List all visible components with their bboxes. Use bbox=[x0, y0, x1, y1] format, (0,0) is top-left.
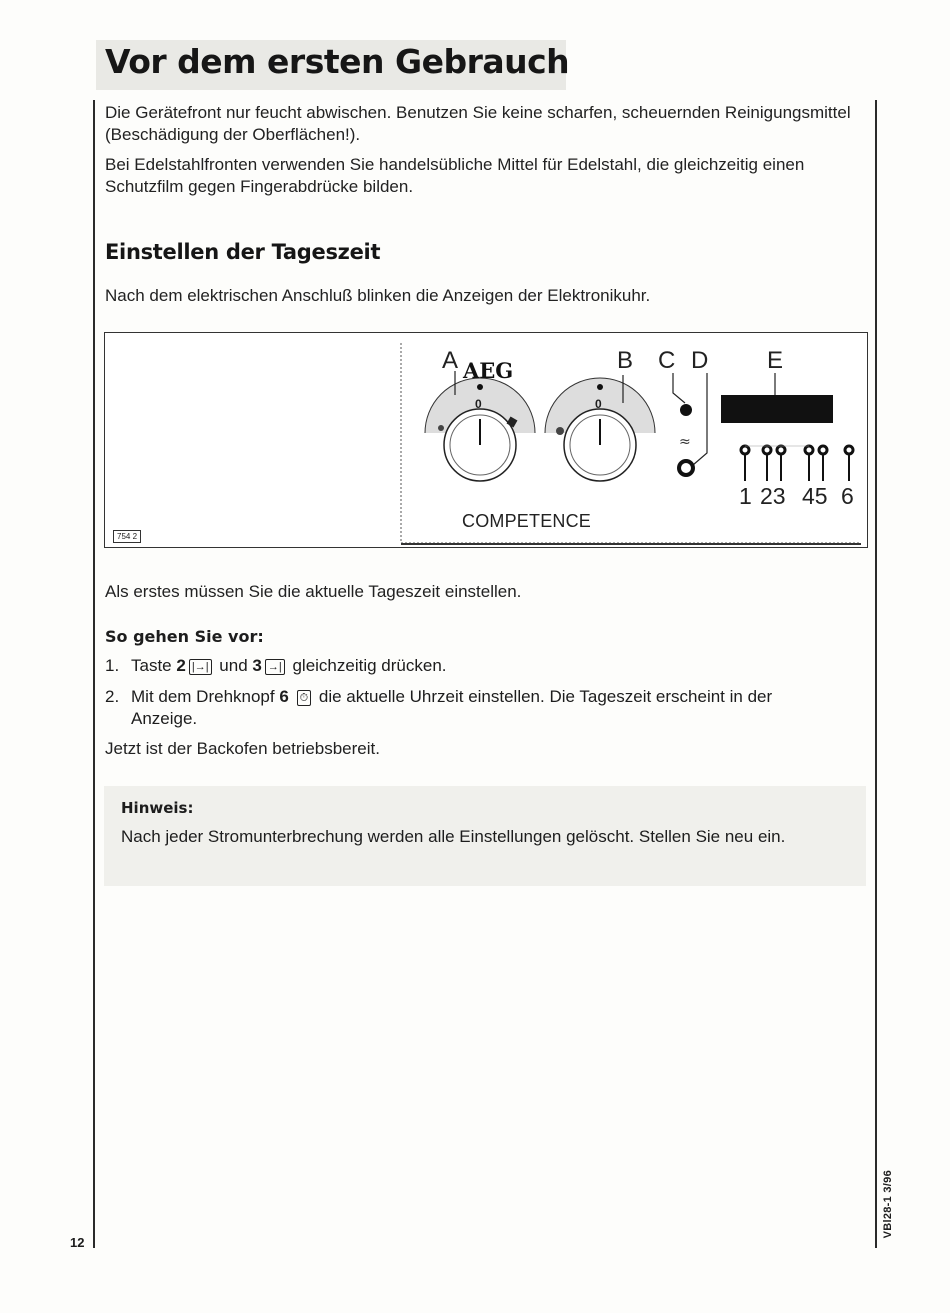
label-d: D bbox=[691, 347, 709, 374]
heat-wave-icon: ≈ bbox=[679, 434, 691, 450]
figure-code: 754 2 bbox=[113, 530, 141, 543]
ready-text: Jetzt ist der Backofen betriebsbereit. bbox=[105, 739, 380, 758]
label-a: A bbox=[442, 347, 459, 374]
clock-display bbox=[721, 395, 833, 423]
step-1 bbox=[105, 655, 865, 677]
note-heading: Hinweis: bbox=[121, 799, 194, 817]
step-1-pre: Taste bbox=[131, 656, 172, 675]
document-code: VBl28-1 3/96 bbox=[882, 1170, 894, 1239]
button-5 bbox=[819, 446, 827, 481]
clock-buttons bbox=[741, 446, 853, 481]
note-text: Nach jeder Stromunterbrechung werden alle Einstellungen gelöscht. Stellen Sie neu ein. bbox=[121, 827, 786, 846]
label-e: E bbox=[767, 347, 784, 374]
step-1-post: gleichzeitig drücken. bbox=[292, 656, 447, 675]
button-4 bbox=[805, 446, 813, 481]
knob-b-zero: 0 bbox=[595, 397, 602, 411]
key-2-number: 2 bbox=[176, 656, 186, 675]
step-2-post-1: die aktuelle Uhrzeit einstellen. Die Tageszeit erscheint in der bbox=[318, 687, 773, 706]
step-1-mid: und bbox=[219, 656, 248, 675]
label-b: B bbox=[617, 347, 634, 374]
step-2-pre: Mit dem Drehknopf bbox=[131, 687, 275, 706]
page-number: 12 bbox=[70, 1235, 85, 1250]
knob-a-zero: 0 bbox=[475, 397, 482, 411]
button-1 bbox=[741, 446, 749, 481]
indicator-lamp bbox=[680, 404, 692, 416]
control-panel-figure bbox=[104, 332, 868, 548]
model-name: COMPETENCE bbox=[462, 511, 592, 531]
number-1: 1 bbox=[739, 483, 752, 509]
intro-paragraph-2: Bei Edelstahlfronten verwenden Sie handelsübliche Mittel für Edelstahl, die gleichzeitig einen Schutzfilm gegen Fingerabdrücke bilden. bbox=[105, 155, 805, 196]
section-title: Einstellen der Tageszeit bbox=[105, 240, 381, 264]
selector-knob-a bbox=[425, 378, 535, 481]
after-figure-text: Als erstes müssen Sie die aktuelle Tageszeit einstellen. bbox=[105, 582, 522, 601]
steps-heading: So gehen Sie vor: bbox=[105, 627, 264, 646]
page-title: Vor dem ersten Gebrauch bbox=[105, 42, 570, 81]
number-23: 23 bbox=[760, 483, 786, 509]
rotary-switch-icon bbox=[679, 461, 693, 475]
number-6: 6 bbox=[841, 483, 854, 509]
intro-paragraph-1: Die Gerätefront nur feucht abwischen. Benutzen Sie keine scharfen, scheuernden Reinigungsmittel (Beschädigung der Oberflächen!). bbox=[105, 103, 851, 144]
knob-6-number: 6 bbox=[279, 687, 289, 706]
brand-logo: AEG bbox=[463, 358, 514, 383]
button-3 bbox=[777, 446, 785, 481]
right-margin-rule bbox=[875, 100, 877, 1248]
step-2-number: 2. bbox=[105, 687, 120, 706]
key-3-icon: →| bbox=[265, 659, 285, 675]
button-2 bbox=[763, 446, 771, 481]
key-2-icon: |→| bbox=[189, 659, 212, 675]
number-45: 45 bbox=[802, 483, 828, 509]
label-c: C bbox=[658, 347, 676, 374]
button-6 bbox=[845, 446, 853, 481]
key-3-number: 3 bbox=[252, 656, 262, 675]
step-2 bbox=[105, 686, 865, 730]
step-1-number: 1. bbox=[105, 656, 120, 675]
temperature-knob-b bbox=[545, 378, 655, 481]
section-intro: Nach dem elektrischen Anschluß blinken die Anzeigen der Elektronikuhr. bbox=[105, 286, 651, 305]
left-margin-rule bbox=[93, 100, 95, 1248]
step-2-post-2: Anzeige. bbox=[131, 709, 198, 728]
clock-icon: ⏱ bbox=[297, 690, 312, 706]
